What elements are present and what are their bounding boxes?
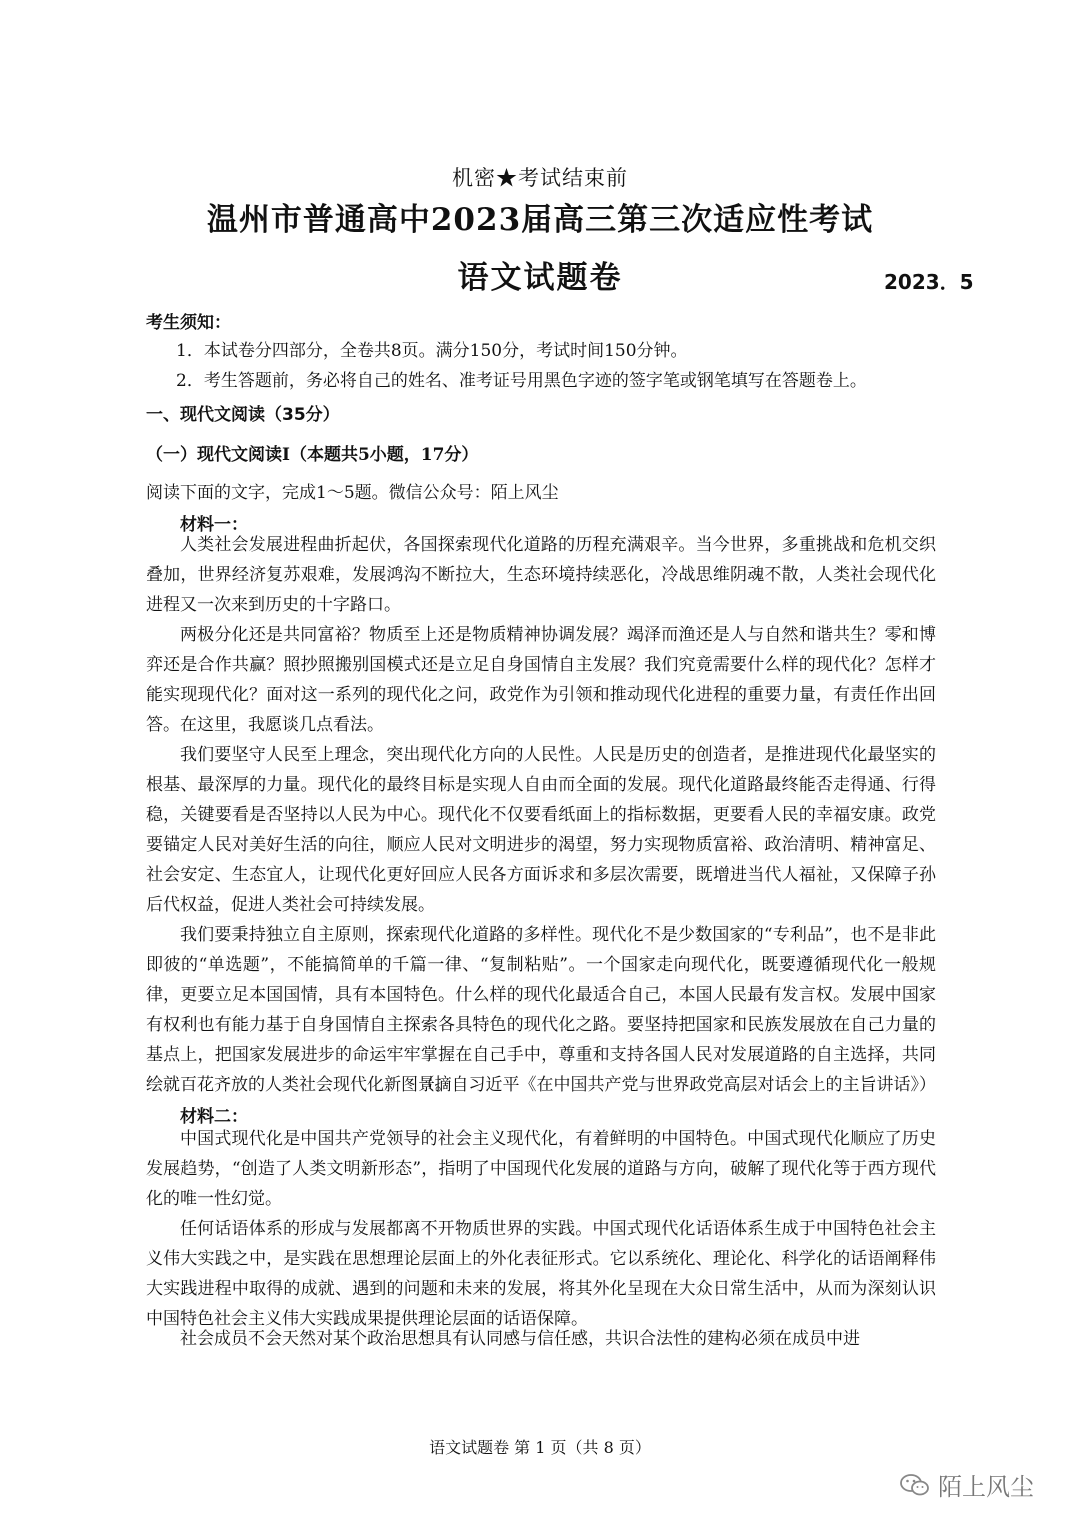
watermark-text: 陌上风尘 [938, 1473, 1034, 1501]
notice-item: 2．考生答题前，务必将自己的姓名、准考证号用黑色字迹的签字笔或钢笔填写在答题卷上。 [176, 371, 867, 391]
material-one-source: （摘自习近平《在中国共产党与世界政党高层对话会上的主旨讲话》） [417, 1075, 936, 1095]
material-one-heading: 材料一： [180, 515, 248, 535]
material-one-paragraph: 我们要秉持独立自主原则，探索现代化道路的多样性。现代化不是少数国家的“专利品”，也不是非此即彼的“单选题”，不能搞简单的千篇一律、“复制粘贴”。一个国家走向现代化，既要遵循现代化一般规律，更要立足本国国情，具有本国特色。什么样的现代化最适合自己，本国人民最有发言权。发展中国家有权利也有能力基于自身国情自主探索各具特色的现代化之路。要坚持把国家和民族发展放在自己力量的基点上，把国家发展进步的命运牢牢掌握在自己手中，尊重和支持各国人民对发展道路的自主选择，共同绘就百花齐放的人类社会现代化新图景。 [146, 925, 936, 1095]
material-two-paragraph: 中国式现代化是中国共产党领导的社会主义现代化，有着鲜明的中国特色。中国式现代化顺应了历史发展趋势，“创造了人类文明新形态”，指明了中国现代化发展的道路与方向，破解了现代化等于西方现代化的唯一性幻觉。 [146, 1129, 936, 1209]
watermark [900, 1467, 1034, 1502]
notice-heading: 考生须知： [146, 313, 231, 333]
subsection-heading: （一）现代文阅读Ⅰ（本题共5小题，17分） [146, 445, 479, 465]
exam-title: 温州市普通高中2023届高三第三次适应性考试 [206, 202, 874, 238]
material-two-heading: 材料二： [180, 1107, 248, 1127]
material-one-paragraph: 我们要坚守人民至上理念，突出现代化方向的人民性。人民是历史的创造者，是推进现代化最坚实的根基、最深厚的力量。现代化的最终目标是实现人自由而全面的发展。现代化道路最终能否走得通、行得稳，关键要看是否坚持以人民为中心。现代化不仅要看纸面上的指标数据，更要看人民的幸福安康。政党要锚定人民对美好生活的向往，顺应人民对文明进步的渴望，努力实现物质富裕、政治清明、精神富足、社会安定、生态宜人，让现代化更好回应人民各方面诉求和多层次需要，既增进当代人福祉，又保障子孙后代权益，促进人类社会可持续发展。 [146, 745, 936, 915]
material-two-paragraph: 社会成员不会天然对某个政治思想具有认同感与信任感，共识合法性的建构必须在成员中进 [180, 1329, 860, 1349]
confidential-label: 机密★考试结束前 [452, 166, 628, 190]
section-heading: 一、现代文阅读（35分） [146, 405, 340, 425]
exam-date: 2023．5 [884, 270, 974, 294]
material-one-paragraph: 两极分化还是共同富裕？物质至上还是物质精神协调发展？竭泽而渔还是人与自然和谐共生？零和博弈还是合作共赢？照抄照搬别国模式还是立足自身国情自主发展？我们究竟需要什么样的现代化？怎样才能实现现代化？面对这一系列的现代化之问，政党作为引领和推动现代化进程的重要力量，有责任作出回答。在这里，我愿谈几点看法。 [146, 625, 936, 735]
notice-item: 1．本试卷分四部分，全卷共8页。满分150分，考试时间150分钟。 [176, 341, 688, 361]
wechat-icon [900, 1473, 930, 1497]
page-footer: 语文试题卷 第 1 页（共 8 页） [429, 1438, 651, 1457]
reading-instruction: 阅读下面的文字，完成1～5题。微信公众号：陌上风尘 [146, 483, 559, 503]
material-one-paragraph: 人类社会发展进程曲折起伏，各国探索现代化道路的历程充满艰辛。当今世界，多重挑战和危机交织叠加，世界经济复苏艰难，发展鸿沟不断拉大，生态环境持续恶化，冷战思维阴魂不散，人类社会现代化进程又一次来到历史的十字路口。 [146, 535, 936, 615]
exam-subtitle: 语文试题卷 [457, 260, 623, 296]
material-two-paragraph: 任何话语体系的形成与发展都离不开物质世界的实践。中国式现代化话语体系生成于中国特色社会主义伟大实践之中，是实践在思想理论层面上的外化表征形式。它以系统化、理论化、科学化的话语阐释伟大实践进程中取得的成就、遇到的问题和未来的发展，将其外化呈现在大众日常生活中，从而为深刻认识中国特色社会主义伟大实践成果提供理论层面的话语保障。 [146, 1219, 936, 1329]
